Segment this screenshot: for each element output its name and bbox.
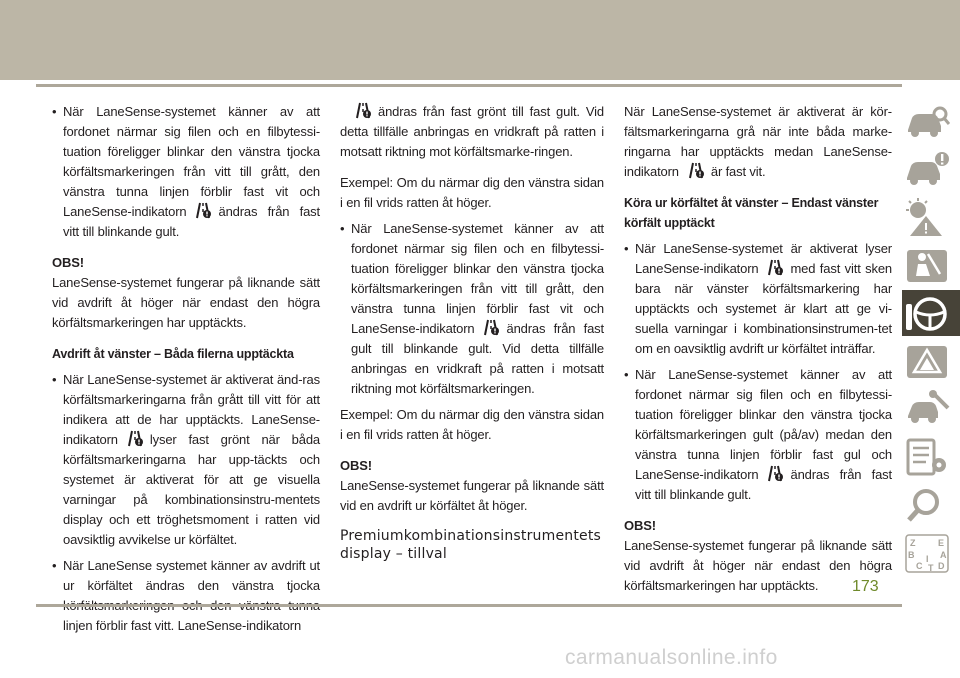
note-label: OBS! (624, 518, 656, 533)
text-column-3 (624, 102, 892, 596)
bullet-paragraph: • När LaneSense-systemet känner av att fordonet närmar sig filen och en filbytessi-tuation föreligger blinkar den vänstra tjocka körfältsmarkeringen gult (på/av) medan den vänstra tunna linjen förblir fast gul och LaneSense-indikatorn ändras från fast vitt till blinkande gult. (624, 367, 892, 502)
index-letter: E (938, 538, 945, 548)
lanesense-indicator-icon (354, 102, 372, 119)
lanesense-indicator-icon (687, 162, 705, 179)
bullet-paragraph: • När LaneSense systemet känner av avdrift ut ur körfältet ändras den vänstra tjocka linjen förblir fast vitt. LaneSense-indikatorn (52, 558, 320, 633)
tab-search[interactable] (902, 482, 960, 528)
tab-car-info[interactable] (902, 146, 960, 192)
lanesense-indicator-icon (126, 430, 144, 447)
index-letter: D (938, 561, 945, 571)
tab-hazard-warning[interactable] (902, 338, 960, 384)
bottom-rule (36, 604, 902, 607)
bullet-paragraph: • När LaneSense-systemet är aktiverat lyser LaneSense-indikatorn med fast vitt sken bara när vänster körfältsmarkering har upptäckts och systemet är klart att ge vi-suella varningar i kombinationsinstrumen-tet om en oavsiktlig avdrift ur körfältet inträffar. (624, 241, 892, 356)
car-search-icon (904, 100, 950, 142)
example-text: Exempel: Om du närmar dig den vänstra sidan i en fil vrids ratten åt höger. (340, 407, 604, 442)
index-letter: C (916, 561, 923, 571)
service-wrench-icon (904, 388, 950, 430)
index-letter: Z (910, 538, 916, 548)
index-letter: I (926, 554, 929, 564)
index-letter: B (908, 550, 915, 560)
tab-car-search[interactable] (902, 98, 960, 144)
tab-steering-wheel[interactable] (902, 290, 960, 336)
lanesense-indicator-icon (482, 319, 500, 336)
top-rule (36, 84, 902, 87)
note-label: OBS! (52, 255, 84, 270)
car-info-icon (904, 148, 950, 190)
alphabet-index-icon (904, 532, 950, 574)
tab-seat-airbag[interactable] (902, 242, 960, 288)
bullet-paragraph: • När LaneSense-systemet känner av att fordonet närmar sig filen och en filbytessi-tuation föreligger blinkar den vänstra tjocka körfältsmarkeringen från vitt till grått, den vänstra tunna linjen förblir fast vit och LaneSense-indikatorn ändras från fast gult till blinkande gult. Vid detta tillfälle anbringas en vridkraft på ratten i motsatt riktning mot körfältsmarkeringen. (340, 221, 604, 396)
note-text: LaneSense-systemet fungerar på liknande sätt vid en avdrift ur körfältet åt höger. (340, 478, 604, 513)
tab-alphabet-index[interactable] (902, 530, 960, 576)
example-text: Exempel: Om du närmar dig den vänstra sidan i en fil vrids ratten åt höger. (340, 175, 604, 210)
checklist-gear-icon (904, 436, 950, 478)
section-heading: Avdrift åt vänster – Båda filerna upptäckta (52, 347, 294, 361)
hazard-warning-icon (904, 340, 950, 382)
note-text: LaneSense-systemet fungerar på liknande sätt vid avdrift åt höger när endast den högra körfältsmarkeringen har upptäckts. (624, 538, 892, 593)
watermark: carmanualsonline.info (565, 646, 778, 669)
tab-dashboard-warning[interactable] (902, 194, 960, 240)
index-letter: T (928, 563, 934, 573)
continued-paragraph: ändras från fast grönt till fast gult. Vid detta tillfälle anbringas en vridkraft på ratten i motsatt riktning mot körfältsmarke-ringen. (340, 104, 604, 159)
note-label: OBS! (340, 458, 372, 473)
text-column-2 (340, 102, 604, 563)
text-column-1 (52, 102, 320, 636)
section-heading: Köra ur körfältet åt vänster – Endast vänster körfält upptäckt (624, 196, 879, 230)
paragraph: När LaneSense-systemet är aktiverat är kör-fältsmarkeringarna grå när inte båda marke-ringarna har upptäckts medan LaneSense-indikatorn är fast vit. (624, 104, 892, 179)
lanesense-indicator-icon (766, 259, 784, 276)
seat-airbag-icon (904, 244, 950, 286)
note-text: LaneSense-systemet fungerar på liknande sätt vid avdrift åt höger när endast den högra körfältsmarkeringen har upptäckts. (52, 275, 320, 330)
header-band (0, 0, 960, 80)
bullet-paragraph: • När LaneSense-systemet känner av att fordonet närmar sig filen och en filbytessi-tuation föreligger blinkar den vänstra tjocka körfältsmarkeringen från vitt till grått, den vänstra tunna linjen förblir fast vit och LaneSense-indikatorn ändras från fast vitt till blinkande gult. (52, 104, 320, 239)
section-title: Premiumkombinationsinstrumentets display – tillval (340, 528, 602, 562)
page-number: 173 (852, 578, 879, 595)
dashboard-warning-icon (904, 196, 950, 238)
search-magnifier-icon (904, 484, 950, 526)
bullet-paragraph: • När LaneSense-systemet är aktiverat änd-ras körfältsmarkeringarna från grått till vitt för att indikera att de har upptäckts. LaneSense-indikatorn lyser fast grönt när båda körfältsmarkeringarna har upp-täckts och systemet är aktiverat för att ge visuella varningar på kombinationsinstru-mentets display och ett tröghetsmoment i ratten vid oavsiktlig avvikelse ur körfältet. (52, 372, 320, 547)
steering-wheel-icon (904, 292, 950, 334)
lanesense-indicator-icon (194, 202, 212, 219)
index-letter: A (940, 550, 947, 560)
lanesense-indicator-icon (766, 465, 784, 482)
tab-service-wrench[interactable] (902, 386, 960, 432)
tab-checklist-gear[interactable] (902, 434, 960, 480)
